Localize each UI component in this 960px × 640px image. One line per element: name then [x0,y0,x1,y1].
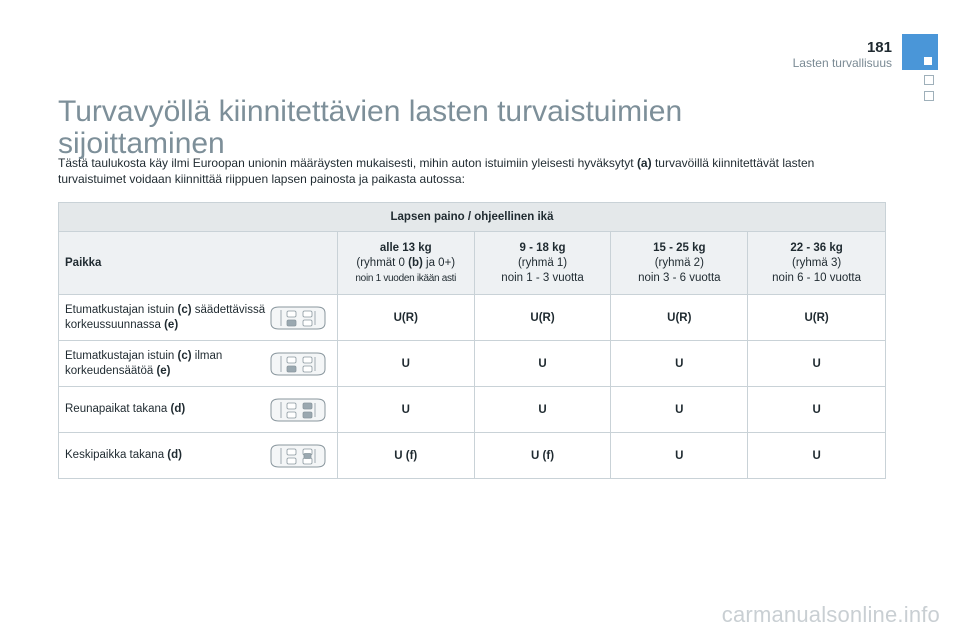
suitability-value: U [748,387,886,433]
group-label: (ryhmä 2) [654,256,704,269]
table-row [59,387,886,433]
suitability-value: U (f) [337,433,474,479]
seat-ref: (c) [177,303,192,316]
seat-ref: (c) [177,349,192,362]
seat-text: Etumatkustajan istuin [65,303,178,316]
suitability-value: U [611,433,748,479]
suitability-value: U(R) [611,295,748,341]
seat-text: säädettävissä korkeussuunnassa [65,303,266,331]
suitability-value: U [337,341,474,387]
suitability-value: U(R) [748,295,886,341]
seat-text: Keskipaikka takana [65,449,168,461]
table-row [59,433,886,479]
group-label: (ryhmät 0 [356,256,409,269]
group-label: (ryhmä 3) [791,256,842,269]
seat-position-cell [59,433,338,479]
intro-paragraph [58,155,858,187]
table-row [59,341,886,387]
seat-position-label [65,402,285,417]
seat-table [58,202,886,479]
section-tab[interactable] [924,91,934,101]
weight-label: 15 - 25 kg [653,241,706,254]
group-label: ja 0+) [422,256,456,269]
seat-position-cell [59,387,338,433]
weight-age-header: Lapsen paino / ohjeellinen ikä [59,203,886,232]
column-header-0 [337,232,474,295]
age-label: noin 6 - 10 vuotta [772,271,862,284]
seat-ref: (e) [164,318,179,331]
table-row [59,295,886,341]
seat-position-label [65,349,285,379]
weight-label: 9 - 18 kg [519,241,566,254]
car-rear-center-seat-icon [267,441,329,471]
section-tab-active[interactable] [902,34,938,70]
group-label: (ryhmä 1) [517,256,568,269]
seat-ref: (e) [156,364,171,377]
seat-position-cell [59,295,338,341]
suitability-value: U (f) [474,433,611,479]
suitability-value: U [474,341,611,387]
table-column-header-row [59,232,886,295]
column-header-1 [474,232,611,295]
weight-label: 22 - 36 kg [790,241,843,254]
seat-ref: (d) [170,403,186,415]
seat-ref: (d) [167,449,182,461]
seat-text: Reunapaikat takana [65,403,171,415]
suitability-value: U [748,433,886,479]
seat-position-label [65,448,285,463]
watermark: carmanualsonline.info [721,602,940,627]
suitability-value: U(R) [337,295,474,341]
table-group-header [59,203,886,232]
intro-text: Tästä taulukosta käy ilmi Euroopan unionin määräysten mukaisesti, mihin auton istuimiin yleisesti hyväksytyt [58,156,637,170]
car-front-seat-icon [267,303,329,333]
page-title: Turvavyöllä kiinnitettävien lasten turvaistuimien sijoittaminen [58,95,683,160]
page-number: 181 [866,39,892,56]
tab-marker-icon [924,57,932,65]
place-header: Paikka [59,232,338,295]
age-label: noin 3 - 6 vuotta [638,271,721,284]
column-header-3 [748,232,886,295]
age-label: noin 1 vuoden ikään asti [355,272,457,284]
suitability-value: U [474,387,611,433]
column-header-2 [611,232,748,295]
car-front-seat-icon [267,349,329,379]
section-label: Lasten turvallisuus [792,56,892,70]
car-rear-outer-seats-icon [267,395,329,425]
suitability-value: U [611,341,748,387]
seat-position-cell [59,341,338,387]
group-ref: (b) [408,256,423,269]
intro-ref: (a) [636,156,652,170]
seat-position-label [65,303,285,333]
suitability-value: U(R) [474,295,611,341]
suitability-value: U [611,387,748,433]
weight-label: alle 13 kg [379,241,432,254]
section-tab[interactable] [924,75,934,85]
seat-text: ilman korkeudensäätöä [65,349,223,377]
intro-text: turvavöillä kiinnitettävät lasten turvaistuimet voidaan kiinnittää riippuen lapsen painosta ja paikasta autossa: [58,156,815,186]
seat-text: Etumatkustajan istuin [65,349,178,362]
suitability-value: U [337,387,474,433]
suitability-value: U [748,341,886,387]
age-label: noin 1 - 3 vuotta [501,271,584,284]
